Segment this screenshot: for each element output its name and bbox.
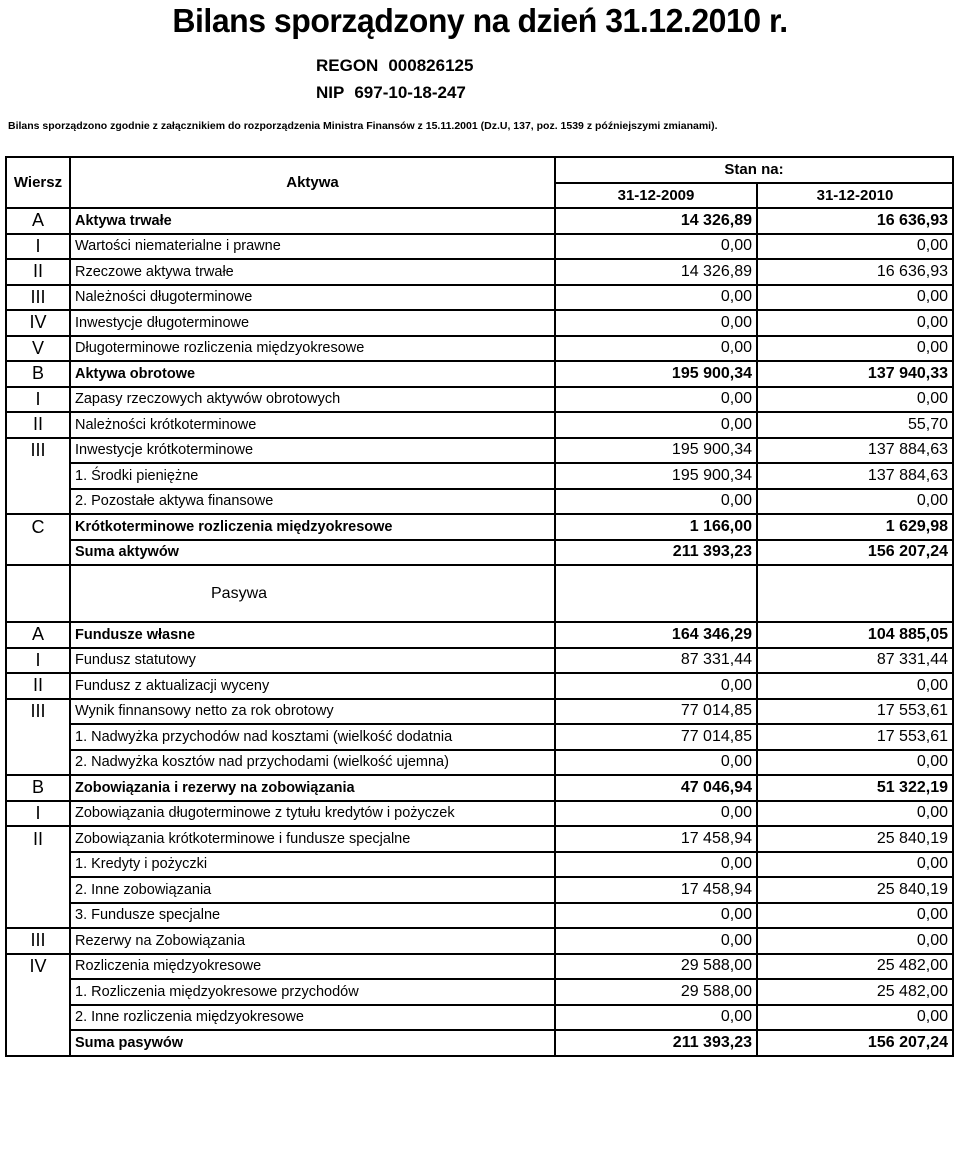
row-code: II: [6, 259, 70, 285]
row-code: [6, 750, 70, 776]
company-identifiers: [316, 52, 473, 106]
row-label: Długoterminowe rozliczenia międzyokresowe: [70, 336, 555, 362]
value-2009: 87 331,44: [555, 648, 757, 674]
row-code: III: [6, 928, 70, 954]
balance-sheet-table: [5, 156, 954, 1057]
row-label: Aktywa trwałe: [70, 208, 555, 234]
table-row: [6, 852, 953, 878]
row-label: Fundusze własne: [70, 622, 555, 648]
row-code: I: [6, 801, 70, 827]
value-2009: 77 014,85: [555, 724, 757, 750]
row-code: III: [6, 285, 70, 311]
value-2010: 17 553,61: [757, 699, 953, 725]
value-2010: 0,00: [757, 310, 953, 336]
value-2009: 29 588,00: [555, 979, 757, 1005]
value-2009: 29 588,00: [555, 954, 757, 980]
value-2010: 0,00: [757, 336, 953, 362]
row-code: A: [6, 208, 70, 234]
row-code: [6, 1030, 70, 1056]
row-code: II: [6, 412, 70, 438]
value-2009: 47 046,94: [555, 775, 757, 801]
value-2010: 104 885,05: [757, 622, 953, 648]
document-title: Bilans sporządzony na dzień 31.12.2010 r.: [172, 2, 788, 39]
row-code: C: [6, 514, 70, 540]
value-2009: 77 014,85: [555, 699, 757, 725]
nip-line: [316, 79, 473, 106]
value-2010: 87 331,44: [757, 648, 953, 674]
table-row: [6, 750, 953, 776]
table-row: [6, 336, 953, 362]
value-2010: 25 482,00: [757, 979, 953, 1005]
value-2009: 1 166,00: [555, 514, 757, 540]
row-label: 1. Rozliczenia międzyokresowe przychodów: [70, 979, 555, 1005]
header-aktywa: Aktywa: [70, 157, 555, 208]
row-label: 2. Pozostałe aktywa finansowe: [70, 489, 555, 515]
value-2010: 55,70: [757, 412, 953, 438]
value-2010: 25 840,19: [757, 826, 953, 852]
value-2010: 0,00: [757, 750, 953, 776]
row-code: III: [6, 438, 70, 464]
table-row: [6, 801, 953, 827]
row-label: 2. Inne rozliczenia międzyokresowe: [70, 1005, 555, 1031]
row-label: Wynik finnansowy netto za rok obrotowy: [70, 699, 555, 725]
table-row: [6, 673, 953, 699]
value-2009: 0,00: [555, 412, 757, 438]
value-2010: 0,00: [757, 903, 953, 929]
value-2010: 0,00: [757, 285, 953, 311]
value-2010: 16 636,93: [757, 259, 953, 285]
value-2010: 0,00: [757, 234, 953, 260]
row-code: B: [6, 361, 70, 387]
value-2009: 211 393,23: [555, 1030, 757, 1056]
row-label: 2. Nadwyżka kosztów nad przychodami (wielkość ujemna): [70, 750, 555, 776]
row-label: Aktywa obrotowe: [70, 361, 555, 387]
value-2010: 25 840,19: [757, 877, 953, 903]
value-2010: 156 207,24: [757, 1030, 953, 1056]
value-2010: 0,00: [757, 928, 953, 954]
table-row: [6, 648, 953, 674]
value-2009: 0,00: [555, 336, 757, 362]
row-label: Rozliczenia międzyokresowe: [70, 954, 555, 980]
table-row: [6, 1005, 953, 1031]
row-code: II: [6, 673, 70, 699]
value-2010: 25 482,00: [757, 954, 953, 980]
value-2010: 51 322,19: [757, 775, 953, 801]
table-row: [6, 877, 953, 903]
value-2010: 0,00: [757, 387, 953, 413]
value-2009: 14 326,89: [555, 208, 757, 234]
value-2009: 0,00: [555, 489, 757, 515]
row-code: A: [6, 622, 70, 648]
row-code: [6, 463, 70, 489]
value-2009: 0,00: [555, 928, 757, 954]
regon-label: REGON: [316, 56, 379, 75]
header-date-2010: 31-12-2010: [757, 183, 953, 209]
value-2009: 14 326,89: [555, 259, 757, 285]
header-wiersz: Wiersz: [6, 157, 70, 208]
value-2009: 0,00: [555, 310, 757, 336]
nip-label: NIP: [316, 83, 345, 102]
table-row: [6, 699, 953, 725]
value-2010: 17 553,61: [757, 724, 953, 750]
value-2010: 0,00: [757, 673, 953, 699]
row-label: Rezerwy na Zobowiązania: [70, 928, 555, 954]
table-row: [6, 234, 953, 260]
value-2010: 137 940,33: [757, 361, 953, 387]
table-row: [6, 724, 953, 750]
table-row: [6, 259, 953, 285]
value-2009: 0,00: [555, 673, 757, 699]
legal-basis-note: Bilans sporządzono zgodnie z załącznikiem do rozporządzenia Ministra Finansów z 15.11.2001 (Dz.U, 137, poz. 1539 z późniejszymi zmianami).: [8, 120, 718, 132]
table-row: [6, 438, 953, 464]
table-row: [6, 1030, 953, 1056]
regon-value: 000826125: [388, 56, 474, 75]
row-code: [6, 540, 70, 566]
value-2009: 0,00: [555, 750, 757, 776]
value-2010: 137 884,63: [757, 438, 953, 464]
value-2009: 195 900,34: [555, 361, 757, 387]
row-label: Należności krótkoterminowe: [70, 412, 555, 438]
table-row: [6, 463, 953, 489]
value-2010: 137 884,63: [757, 463, 953, 489]
value-2009: 0,00: [555, 852, 757, 878]
row-code: IV: [6, 954, 70, 980]
table-row: [6, 208, 953, 234]
empty-cell: [555, 565, 757, 622]
row-code: I: [6, 387, 70, 413]
header-stan-na: Stan na:: [555, 157, 953, 183]
table-row: [6, 514, 953, 540]
row-label: Należności długoterminowe: [70, 285, 555, 311]
header-date-2009: 31-12-2009: [555, 183, 757, 209]
row-label: Zobowiązania krótkoterminowe i fundusze specjalne: [70, 826, 555, 852]
table-row: [6, 954, 953, 980]
pasywa-title: Pasywa: [70, 565, 555, 622]
row-label: 1. Nadwyżka przychodów nad kosztami (wielkość dodatnia: [70, 724, 555, 750]
empty-cell: [757, 565, 953, 622]
row-label: Inwestycje krótkoterminowe: [70, 438, 555, 464]
table-row: [6, 361, 953, 387]
row-code: [6, 724, 70, 750]
table-row: [6, 979, 953, 1005]
regon-line: [316, 52, 473, 79]
value-2009: 17 458,94: [555, 826, 757, 852]
value-2009: 0,00: [555, 285, 757, 311]
row-label: 3. Fundusze specjalne: [70, 903, 555, 929]
row-code: [6, 1005, 70, 1031]
row-label: Inwestycje długoterminowe: [70, 310, 555, 336]
value-2009: 0,00: [555, 801, 757, 827]
row-label: Zobowiązania długoterminowe z tytułu kredytów i pożyczek: [70, 801, 555, 827]
value-2009: 164 346,29: [555, 622, 757, 648]
row-label: Fundusz statutowy: [70, 648, 555, 674]
table-row: [6, 622, 953, 648]
value-2010: 0,00: [757, 1005, 953, 1031]
value-2010: 0,00: [757, 801, 953, 827]
value-2010: 16 636,93: [757, 208, 953, 234]
row-label: Wartości niematerialne i prawne: [70, 234, 555, 260]
table-row: [6, 928, 953, 954]
row-code: I: [6, 648, 70, 674]
pasywa-header-row: [6, 565, 953, 622]
value-2010: 156 207,24: [757, 540, 953, 566]
row-code: [6, 877, 70, 903]
row-code: V: [6, 336, 70, 362]
table-row: [6, 310, 953, 336]
value-2009: 0,00: [555, 1005, 757, 1031]
value-2009: 17 458,94: [555, 877, 757, 903]
row-label: Rzeczowe aktywa trwałe: [70, 259, 555, 285]
row-label: Krótkoterminowe rozliczenia międzyokresowe: [70, 514, 555, 540]
table-row: [6, 903, 953, 929]
row-code: [6, 852, 70, 878]
row-label: Zapasy rzeczowych aktywów obrotowych: [70, 387, 555, 413]
row-code: IV: [6, 310, 70, 336]
row-label: 1. Kredyty i pożyczki: [70, 852, 555, 878]
value-2009: 211 393,23: [555, 540, 757, 566]
row-code: I: [6, 234, 70, 260]
nip-value: 697-10-18-247: [354, 83, 466, 102]
table-row: [6, 540, 953, 566]
value-2009: 195 900,34: [555, 463, 757, 489]
row-label: Zobowiązania i rezerwy na zobowiązania: [70, 775, 555, 801]
value-2010: 0,00: [757, 852, 953, 878]
row-label: Suma pasywów: [70, 1030, 555, 1056]
row-code: [6, 489, 70, 515]
value-2009: 0,00: [555, 387, 757, 413]
table-row: [6, 412, 953, 438]
row-label: 2. Inne zobowiązania: [70, 877, 555, 903]
row-label: Suma aktywów: [70, 540, 555, 566]
table-row: [6, 826, 953, 852]
value-2010: 0,00: [757, 489, 953, 515]
table-row: [6, 285, 953, 311]
table-row: [6, 387, 953, 413]
row-code: B: [6, 775, 70, 801]
row-code: II: [6, 826, 70, 852]
value-2010: 1 629,98: [757, 514, 953, 540]
row-code: [6, 903, 70, 929]
value-2009: 0,00: [555, 903, 757, 929]
table-row: [6, 489, 953, 515]
row-label: Fundusz z aktualizacji wyceny: [70, 673, 555, 699]
row-label: 1. Środki pieniężne: [70, 463, 555, 489]
empty-cell: [6, 565, 70, 622]
row-code: III: [6, 699, 70, 725]
row-code: [6, 979, 70, 1005]
value-2009: 195 900,34: [555, 438, 757, 464]
table-row: [6, 775, 953, 801]
value-2009: 0,00: [555, 234, 757, 260]
